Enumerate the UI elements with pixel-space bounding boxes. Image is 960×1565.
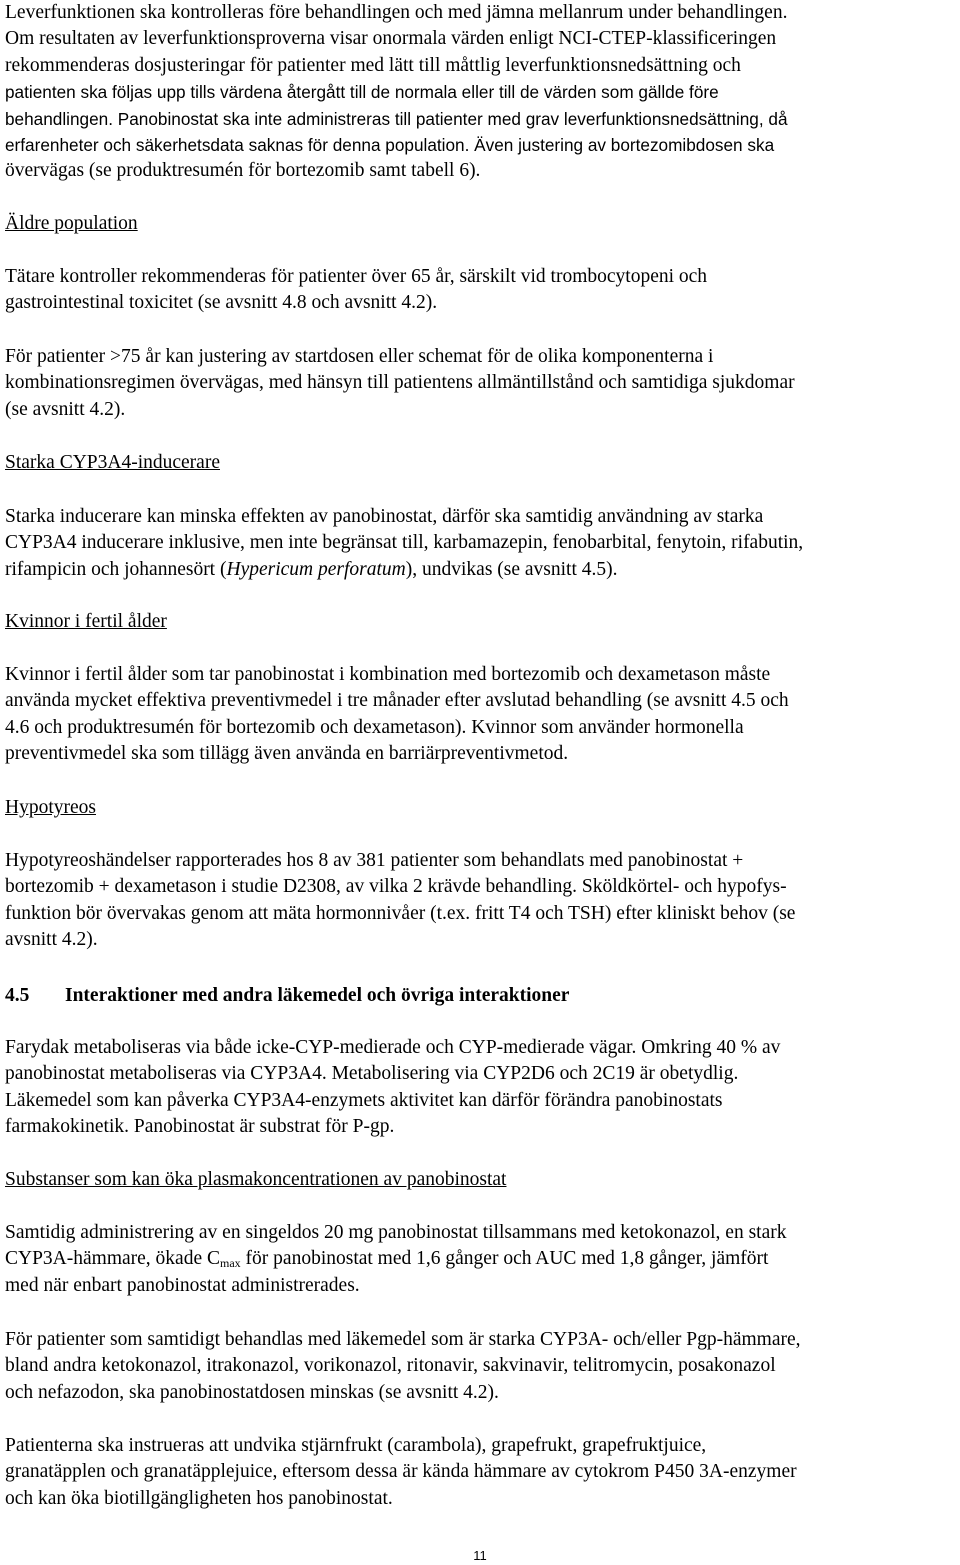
paragraph-grapefruit: Patienterna ska instrueras att undvika stjärnfrukt (carambola), grapefrukt, grapefruktjuice, granatäpplen och granatäpplejuice, eftersom dessa är kända hämmare av cytokrom P450 3A-enzymer och kan öka biotillgängligheten hos panobinostat. [5,1435,797,1509]
paragraph-aldre-controls: Tätare kontroller rekommenderas för patienter över 65 år, särskilt vid trombocytopeni och gastrointestinal toxicitet (se avsnitt 4.8 och avsnitt 4.2). [5,266,708,314]
paragraph-liver-function: Leverfunktionen ska kontrolleras före behandlingen och med jämna mellanrum under behandlingen. Om resultaten av leverfunktionsproverna visar onormala värden enligt NCI-CTEP-klassificeringen rekommenderas dosjusteringar för patienter med lätt till måttlig leverfunktionsnedsättning och patienten ska följas upp tills värdena återgått till de normala eller till de värden som gällde före behandlingen. Panobinostat ska inte administreras till patienter med grav leverfunktionsnedsättning, då erfarenheter och säkerhetsdata saknas för denna population. Även justering av bortezomibdosen ska övervägas (se produktresumén för bortezomib samt tabell 6). [5,2,788,182]
paragraph-farydak-metabolism: Farydak metaboliseras via både icke-CYP-medierade och CYP-medierade vägar. Omkring 40 % av panobinostat metaboliseras via CYP3A4. Metabolisering via CYP2D6 och 2C19 är obetydlig. Läkemedel som kan påverka CYP3A4-enzymets aktivitet kan därför förändra panobinostats farmakokinetik. Panobinostat är substrat för P-gp. [5,1037,781,1138]
heading-hypotyreos: Hypotyreos [5,797,96,818]
section-number: 4.5 [5,985,30,1006]
page-number: 11 [473,1548,487,1563]
paragraph-cyp3a-inhibitors: För patienter som samtidigt behandlas med läkemedel som är starka CYP3A- och/eller Pgp-hämmare, bland andra ketokonazol, itrakonazol, vorikonazol, ritonavir, sakvinavir, telitromycin, posakonazol och nefazodon, ska panobinostatdosen minskas (se avsnitt 4.2). [5,1329,801,1403]
paragraph-hypotyreos: Hypotyreoshändelser rapporterades hos 8 av 381 patienter som behandlats med panobinostat + bortezomib + dexametason i studie D2308, av vilka 2 krävde behandling. Sköldkörtel- och hypofys- funktion bör övervakas genom att mäta hormonnivåer (t.ex. fritt T4 och TSH) efter kliniskt behov (se avsnitt 4.2). [5,850,796,951]
paragraph-ketokonazol: Samtidig administrering av en singeldos 20 mg panobinostat tillsammans med ketokonazol, en stark CYP3A-hämmare, ökade $C_{max}$ för panobinostat med 1,6 gånger och AUC med 1,8 gånger, jämfört med när enbart panobinostat administrerades. [5,1222,787,1296]
heading-aldre-population: Äldre population [5,213,138,234]
heading-cyp3a4-inducers: Starka CYP3A4-inducerare [5,452,220,473]
heading-substanser: Substanser som kan öka plasmakoncentrationen av panobinostat [5,1169,507,1190]
paragraph-cyp3a4-inducers: Starka inducerare kan minska effekten av panobinostat, därför ska samtidig användning av starka CYP3A4 inducerare inklusive, men inte begränsat till, karbamazepin, fenobarbital, fenytoin, rifabutin, rifampicin och johannesört (Hypericum perforatum), undvikas (se avsnitt 4.5). [5,506,804,580]
paragraph-aldre-over-75: För patienter >75 år kan justering av startdosen eller schemat för de olika komponenterna i kombinationsregimen övervägas, med hänsyn till patientens allmäntillstånd och samtidiga sjukdomar (se avsnitt 4.2). [5,346,795,420]
paragraph-kvinnor: Kvinnor i fertil ålder som tar panobinostat i kombination med bortezomib och dexametason måste använda mycket effektiva preventivmedel i tre månader efter avslutad behandling (se avsnitt 4.5 och 4.6 och produktresumén för bortezomib och dexametason). Kvinnor som använder hormonella preventivmedel ska som tillägg även använda en barriärpreventivmetod. [5,664,789,765]
section-title: Interaktioner med andra läkemedel och övriga interaktioner [65,985,570,1006]
section-heading-4-5 [5,983,569,1009]
heading-kvinnor-fertil-alder: Kvinnor i fertil ålder [5,611,167,632]
